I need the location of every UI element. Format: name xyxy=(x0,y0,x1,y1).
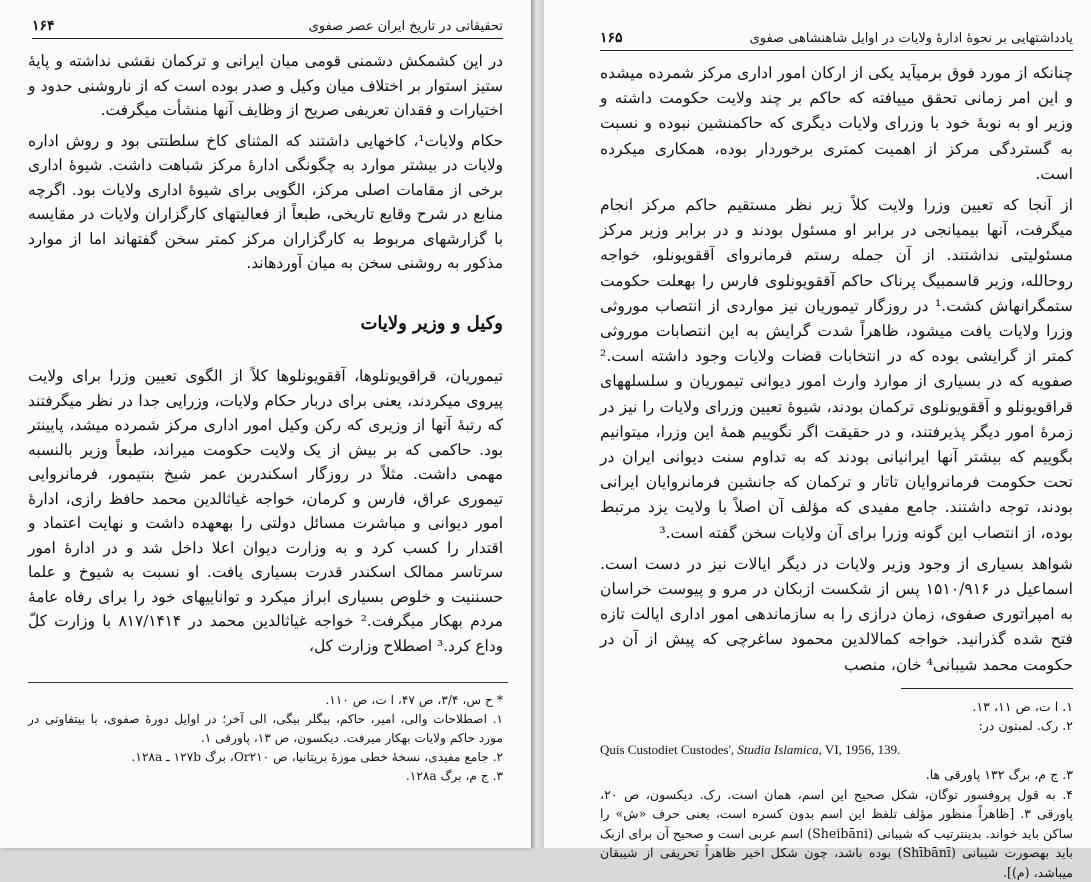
footnote-rule xyxy=(901,688,1073,689)
footnote-latin-citation xyxy=(600,740,1073,760)
footnote: ۲. جامع مفیدی، نسخهٔ خطی موزهٔ بریتانیا، ص Or۲۱۰، برگ ۱۲۷b ـ ۱۲۸a. xyxy=(131,750,503,764)
right-body-text xyxy=(600,61,1073,678)
right-page xyxy=(544,0,1091,880)
left-footnotes xyxy=(28,691,503,786)
right-running-head: یادداشتهایی بر نحوهٔ ادارهٔ ولایات در اوایل شاهنشاهی صفوی xyxy=(749,30,1073,46)
paragraph: شواهد بسیاری از وجود وزیر ولایات در دیگر ایالات نیز در دست است. اسماعیل در ۱۵۱۰/۹۱۶ پس از شکست ازبکان در مرو و پیوست خراسان به امپراتوری صفوی، زمان درازی را به سازماندهی امور اداری ایالت تازه فتح شده گذرانید. خواجه کمالالدین محمود ساغرچی که پیش از آن در حکومت محمد شیبانی⁴ خان، منصب xyxy=(600,554,1073,674)
footnote: * ح س، ۳/۴، ص ۴۷، ا ت، ص ۱۱۰. xyxy=(325,693,503,707)
footnote: ۳. ج م، برگ ۱۳۲ پاورقی ها. xyxy=(925,767,1073,783)
section-title: وکیل و وزیر ولایات xyxy=(360,312,503,334)
left-page-number: ۱۶۴ xyxy=(32,18,55,34)
left-body-text xyxy=(28,49,503,658)
right-page-number: ۱۶۵ xyxy=(600,30,623,46)
paragraph: در این کشمکش دشمنی قومی میان ایرانی و ترکمان نقشی نداشته و پایهٔ ستیز استوار بر اختلاف میان وکیل و صدر بوده است که از ناروشنی حدود و اختیارات و فقدان تعریفی صریح از وظایف آنها منشأت میگرفت. xyxy=(28,52,503,119)
left-page xyxy=(0,0,531,848)
right-footnotes xyxy=(600,697,1073,882)
footnote: ۴. به قول پروفسور توگان، شکل صحیح این اسم، همان است. رک. دیکسون، ص ۲۰، پاورقی ۳. [ظاهراً منظور مؤلف تلفظ این اسم بدون کسره است، یعنی حرف «ش» را ساکن باید خواند. بدینترتیب که شیبانی (Sheibāni) اسم عربی است و صحیح آن برای ازبک باید بهصورت شیبانی (Shībānī) بوده باشد، چون شکل اخیر ظاهراً تحریفی از شیبقان میباشد، (م)]. xyxy=(600,786,1073,880)
footnote: ۱. ا ت، ص ۱۱، ۱۳. xyxy=(972,698,1073,714)
paragraph: حکام ولایات¹، کاخهایی داشتند که المثنای کاخ سلطنتی بود و روش اداره ولایات در بیشتر موارد به چگونگی ادارهٔ مرکز شباهت داشت. شیوهٔ اداری برخی از مقامات اصلی مرکز، الگویی برای شیوهٔ اداری ولایات بود. اگرچه منابع در شرح وقایع تاریخی، طبعاً از فعالیتهای کارگزاران ولایات در مقایسه با گزارشهای مربوط به کارگزاران مرکز کمتر سخن گفتهاند اما از موارد مذکور به روشنی سخن به میان آوردهاند. xyxy=(28,131,504,272)
paragraph: چنانکه از مورد فوق برمیآید یکی از ارکان امور اداری مرکز شمرده میشده و این امر زمانی تحقق مییافته که حاکم بر چند ولایت حکومت داشته و وزیر او به نوبهٔ خود با وزرای ولایات دیگری که حاکمنشین نبوده و نسبت به گستردگی مرکز از اهمیت کمتری برخوردار بوده، همکاری میکرده است. xyxy=(600,64,1073,183)
footnote-rule xyxy=(28,682,508,683)
right-running-header xyxy=(600,30,1073,51)
citation-prefix: Quis Custodiet Custodes', xyxy=(600,741,738,757)
journal-title: Studia Islamica xyxy=(737,741,819,757)
paragraph: تیموریان، قراقویونلوها، آققویونلوها کلاً از الگوی تعیین وزرا برای ولایت پیروی میکردند، یعنی برای دربار حکام ولایات، وزرایی جدا در نظر میگرفتند که رتبهٔ آنها از وزیری که رکن وکیل امور اداری مرکز شمرده میشد، پایینتر بود. حاکمی که بر بیش از یک ولایت حکومت میراند، طبعاً وزیر بالنسبه مهمی داشت. مثلاً در روزگار اسکندربن عمر شیخ بنتیمور، فرمانروایی تیموری عراق، فارس و کرمان، خواجه غیاثالدین محمد حافظ رازی، ادارهٔ امور دیوانی و مباشرت مسائل دولتی را بهعهده داشت و نهایت اعتماد و اقتدار را کسب کرد و به وزارت دیوان اعلا داخل شد و در ادارهٔ امور سرتاسر ممالک اسکندر قدرت بسیاری یافت. او نسبت به شیوخ و علما حسننیت و خلوص بسیاری ابراز میکرد و تواناییهای خود را برای رفاه عامهٔ مردم بهکار میگرفت.² خواجه غیاثالدین محمد در ۸۱۷/۱۴۱۴ با وزارت کلّ وداع کرد.³ اصطلاح وزارت کل، xyxy=(28,367,503,655)
footnote: ۱. اصطلاحات والی، امیر، حاکم، بیگلر بیگی، الی آخر؛ در اوایل دورهٔ صفوی، با بیتفاوتی در مورد حاکم ولایات بهکار میرفت. دیکسون، ص ۱۳، پاورقی ۱. xyxy=(28,712,503,745)
citation-suffix: , VI, 1956, 139. xyxy=(818,741,901,757)
footnote: ۳. ج م، برگ ۱۲۸a. xyxy=(405,769,503,783)
left-running-header xyxy=(32,18,503,39)
left-running-head: تحقیقاتی در تاریخ ایران عصر صفوی xyxy=(308,18,503,34)
book-gutter xyxy=(531,0,544,848)
footnote: ۲. رک. لمبتون در: xyxy=(978,718,1073,734)
paragraph: از آنجا که تعیین وزرا ولایت کلاً زیر نظر مستقیم حاکم مرکز انجام میگرفت، آنها بیمیانجی در برابر او مسئول بودند و در برابر وزیر مرکز مسئولیتی نداشتند. از آن جمله رستم فرمانروای آققویونلو، خواجه روحالله، وزیر قاسمبیگ پرناک حاکم آققویونلوی فارس را بهعلت حکومت ستمگرانهاش کشت.¹ در روزگار تیموریان نیز مواردی از انتصاب موروثی وزرا ولایات یافت میشود، ظاهراً شدت گرایش به این انتصابات موروثی کمتر از گرایشی بوده که در انتخابات قضات ولایات وجود داشته است.² صفویه که در بسیاری از موارد وارث امور دیوانی تیموریان و سلسلههای قراقویونلو و آققویونلوی ترکمان بودند، شیوهٔ تعیین وزرای ولایات را نیز در زمرهٔ امور دیگر پذیرفتند، و در حقیقت اگر نگوییم همهٔ این وزرا، میتوانیم بگوییم که بیشتر آنها ایرانیانی بودند که به تداوم سنت دیوانی ایران در تحت حکومت فرمانروایان تاتار و ترکمان که جانشین فرمانروایان ایرانی بودند، توجه داشتند. جامع مفیدی که مؤلف آن اصلاً با ولایت یزد مرتبط بوده، از انتصاب این گونه وزرا برای آن ولایات سخن گفته است.³ xyxy=(600,196,1073,542)
